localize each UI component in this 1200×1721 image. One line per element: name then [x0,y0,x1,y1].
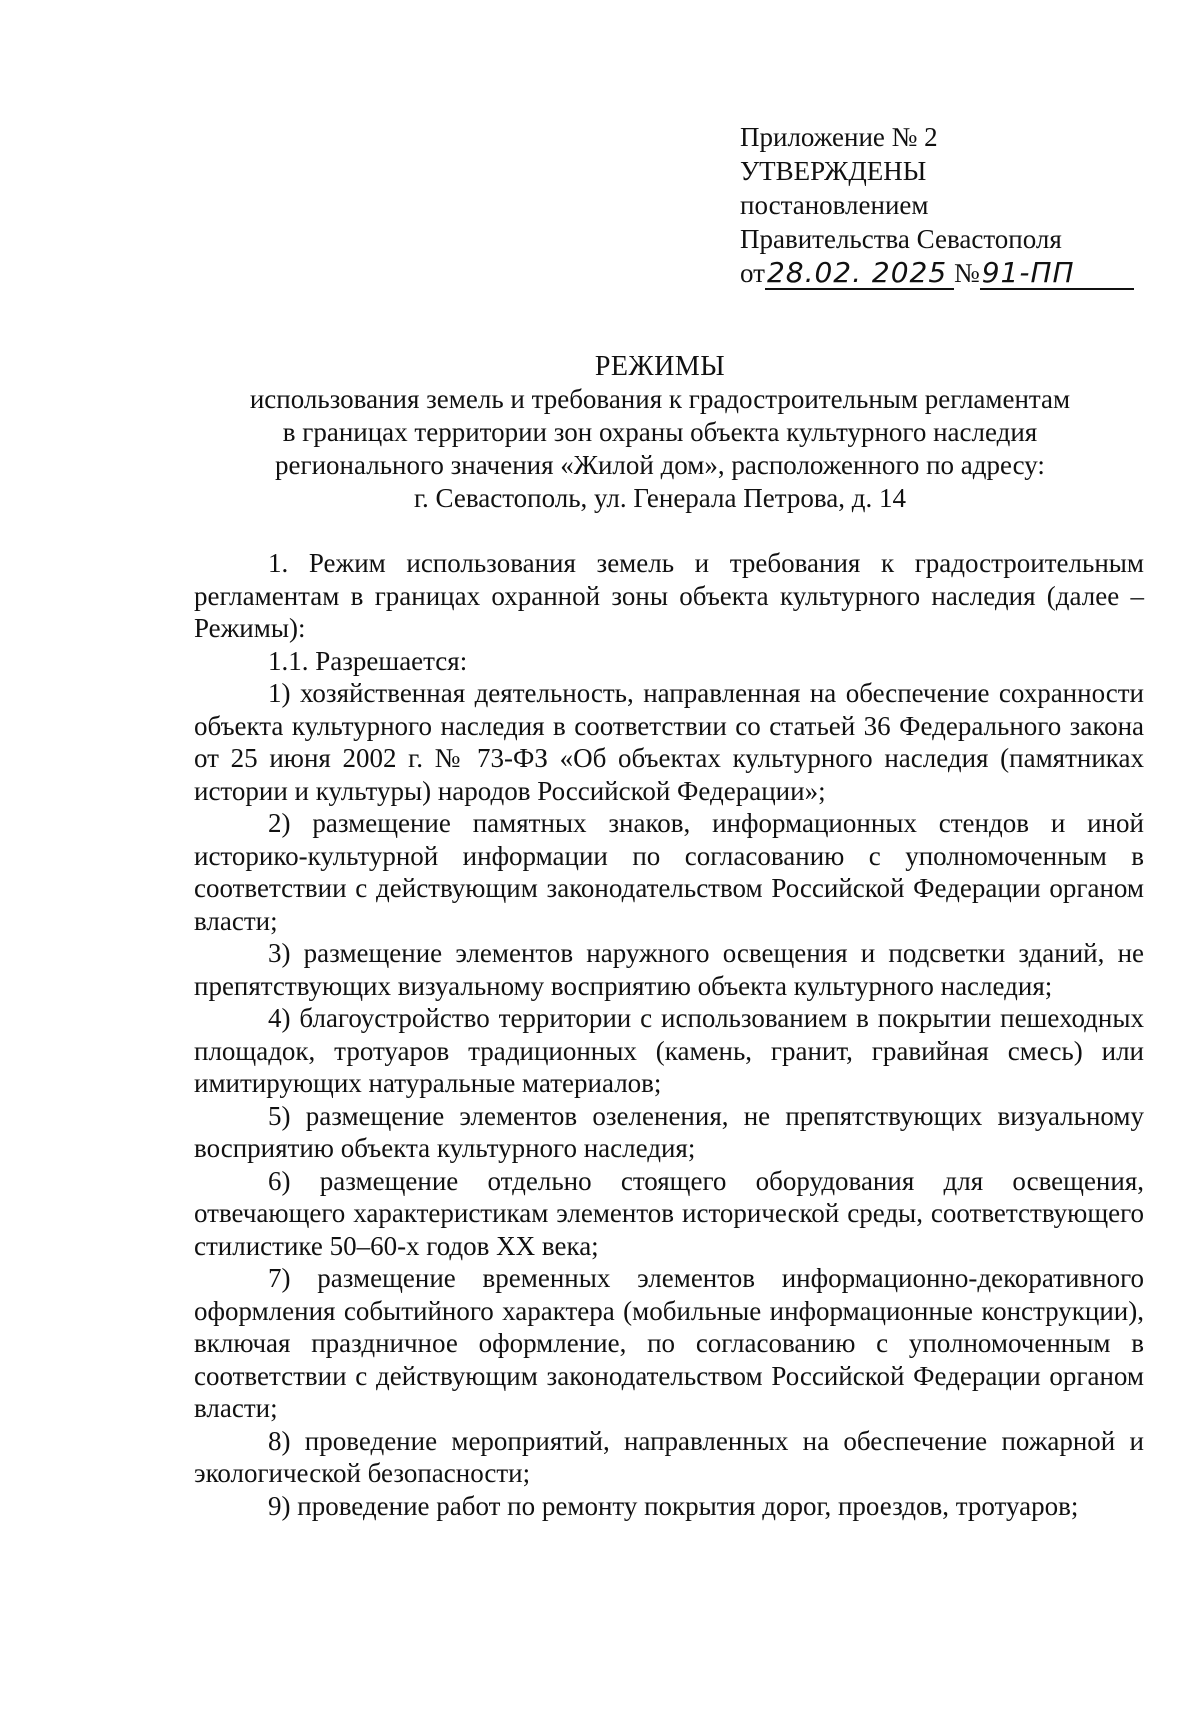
list-item: 3) размещение элементов наружного освещения и подсветки зданий, не препятствующих визуальному восприятию объекта культурного наследия; [194,938,1144,1001]
heading-line-1: использования земель и требования к градостроительным регламентам [249,384,1071,414]
list-item: 5) размещение элементов озеленения, не препятствующих визуальному восприятию объекта культурного наследия; [194,1100,1144,1163]
handwritten-date: 28.02. 2025 [765,258,954,290]
list-item: 4) благоустройство территории с использованием в покрытии пешеходных площадок, тротуаров традиционных (камень, гранит, гравийная смесь) или имитирующих натуральные материалов; [194,1003,1144,1098]
date-number-line [740,256,1134,290]
document-title: РЕЖИМЫ [594,351,726,382]
list-item: 7) размещение временных элементов информационно-декоративного оформления событийного характера (мобильные информационные конструкции), включая праздничное оформление, по согласованию с уполномоченным в соответствии с действующим законодательством Российской Федерации органом власти; [194,1263,1144,1423]
heading-line-3: регионального значения «Жилой дом», расположенного по адресу: [275,450,1045,480]
document-heading [200,350,1120,515]
list-item: 9) проведение работ по ремонту покрытия дорог, проездов, тротуаров; [268,1490,1079,1521]
list-item: 1) хозяйственная деятельность, направленная на обеспечение сохранности объекта культурного наследия в соответствии со статьей 36 Федерального закона от 25 июня 2002 г. № 73-ФЗ «Об объектах культурного наследия (памятниках истории и культуры) народов Российской Федерации»; [194,678,1144,806]
resolution-label: постановлением [740,190,929,220]
approved-label: УТВЕРЖДЕНЫ [740,156,927,186]
list-item: 2) размещение памятных знаков, информационных стендов и иной историко-культурной информации по согласованию с уполномоченным в соответствии с действующим законодательством Российской Федерации органом власти; [194,808,1144,936]
heading-line-2: в границах территории зон охраны объекта культурного наследия [282,417,1038,447]
handwritten-number: 91-ПП [980,258,1134,290]
government-label: Правительства Севастополя [740,224,1062,254]
approval-block [740,120,1134,290]
appendix-label: Приложение № 2 [740,122,938,152]
list-item: 6) размещение отдельно стоящего оборудования для освещения, отвечающего характеристикам элементов исторической среды, соответствующего стилистике 50–60-х годов XX века; [194,1165,1144,1261]
heading-line-4: г. Севастополь, ул. Генерала Петрова, д. 14 [414,483,906,513]
document-body [194,547,1144,1522]
number-prefix: № [953,258,980,288]
paragraph-1-1: 1.1. Разрешается: [268,645,468,676]
list-item: 8) проведение мероприятий, направленных на обеспечение пожарной и экологической безопасности; [194,1425,1144,1488]
paragraph-1: 1. Режим использования земель и требования к градостроительным регламентам в границах охранной зоны объекта культурного наследия (далее – Режимы): [194,548,1144,643]
date-prefix: от [740,258,765,288]
